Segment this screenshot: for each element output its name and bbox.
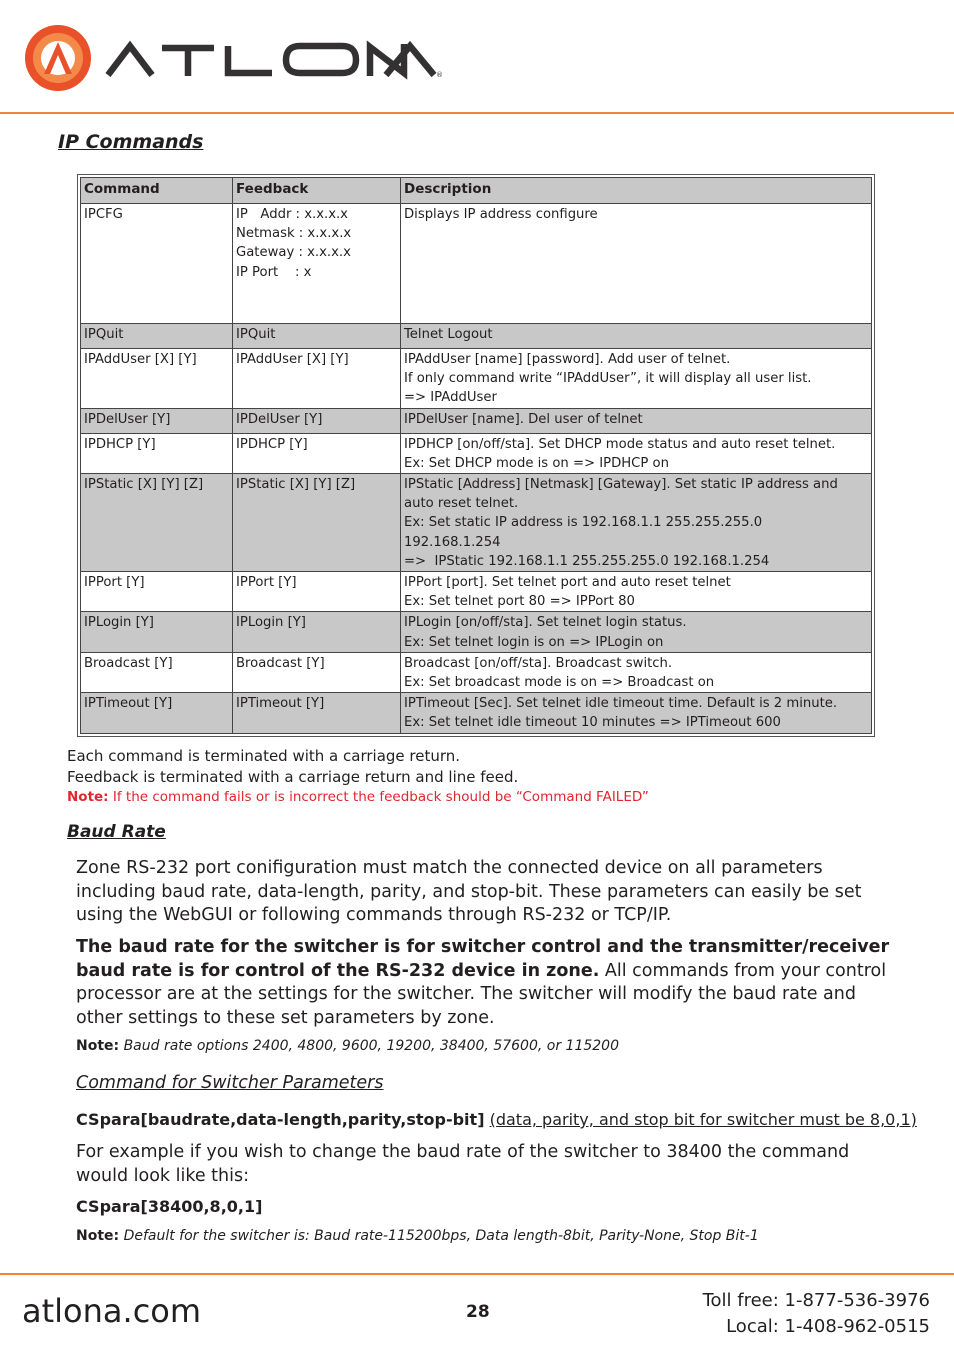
description-cell	[401, 433, 872, 473]
command-cell: IPCFG	[81, 204, 233, 324]
description-cell	[401, 474, 872, 572]
description-line: Displays IP address configure	[404, 207, 598, 222]
command-cell: IPStatic [X] [Y] [Z]	[81, 474, 233, 572]
description-cell	[401, 612, 872, 652]
header-feedback: Feedback	[233, 178, 401, 204]
cspara-command: CSpara[baudrate,data-length,parity,stop-bit]	[76, 1110, 485, 1129]
description-line: 192.168.1.254	[404, 534, 501, 550]
local-number: Local: 1-408-962-0515	[726, 1315, 930, 1337]
switcher-parameters-heading: Command for Switcher Parameters	[76, 1073, 384, 1093]
description-line: Ex: Set telnet login is on => IPLogin on	[404, 634, 664, 650]
feedback-line: IPPort [Y]	[236, 575, 297, 591]
description-line: IPDHCP [on/off/sta]. Set DHCP mode status and auto reset telnet.	[404, 436, 836, 452]
table-row	[81, 408, 872, 433]
description-line: IPDelUser [name]. Del user of telnet	[404, 411, 643, 427]
ip-commands-table	[77, 174, 875, 737]
description-cell	[401, 204, 872, 324]
description-line: Ex: Set DHCP mode is on => IPDHCP on	[404, 455, 669, 471]
section-title-baud-rate: Baud Rate	[67, 822, 166, 842]
cspara-syntax	[76, 1110, 917, 1129]
description-line: IPStatic [Address] [Netmask] [Gateway]. Set static IP address and	[404, 477, 838, 493]
table-row	[81, 474, 872, 572]
feedback-line: Netmask : x.x.x.x	[236, 226, 352, 242]
command-cell: IPDHCP [Y]	[81, 433, 233, 473]
header-rule	[0, 112, 954, 114]
header-command: Command	[81, 178, 233, 204]
cspara-hint: (data, parity, and stop bit for switcher must be 8,0,1)	[489, 1110, 917, 1129]
failure-note	[67, 787, 649, 808]
default-settings-note-label: Note:	[76, 1228, 120, 1244]
table-row	[81, 693, 872, 733]
description-line: auto reset telnet.	[404, 496, 519, 512]
feedback-line: IPTimeout [Y]	[236, 696, 325, 712]
table-row	[81, 349, 872, 409]
section-title-ip-commands: IP Commands	[58, 131, 204, 153]
baud-intro-paragraph: Zone RS-232 port conifiguration must match the connected device on all parameters including baud rate, data-length, parity, and stop-bit. These parameters can easily be set using the WebGUI or following commands through RS-232 or TCP/IP.	[76, 858, 862, 925]
toll-free-number: Toll free: 1-877-536-3976	[702, 1290, 930, 1311]
command-cell: IPLogin [Y]	[81, 612, 233, 652]
description-line: IPPort [port]. Set telnet port and auto reset telnet	[404, 575, 731, 591]
command-cell: IPQuit	[81, 324, 233, 349]
feedback-cell	[233, 324, 401, 349]
feedback-line: IPAddUser [X] [Y]	[236, 352, 349, 367]
table-row	[81, 612, 872, 652]
baud-options-note	[76, 1038, 619, 1054]
table-row	[81, 433, 872, 473]
feedback-line: IP Addr : x.x.x.x	[236, 207, 348, 222]
page-header	[0, 0, 954, 114]
description-line: => IPStatic 192.168.1.1 255.255.255.0 192.168.1.254	[404, 553, 770, 569]
feedback-cell	[233, 433, 401, 473]
description-line: IPTimeout [Sec]. Set telnet idle timeout time. Default is 2 minute.	[404, 696, 838, 712]
page-number: 28	[466, 1302, 490, 1322]
baud-control-rest: All commands from your control processor are at the settings for the switcher. The switcher will modify the baud rate and other settings to these set parameters by zone.	[76, 960, 887, 1028]
command-termination-text: Each command is terminated with a carriage return.	[67, 747, 461, 765]
feedback-cell	[233, 204, 401, 324]
feedback-cell	[233, 474, 401, 572]
footer-contact	[703, 1288, 930, 1339]
baud-control-bold: The baud rate for the switcher is for switcher control and the transmitter/receiver baud rate is for control of the RS-232 device in zone.	[76, 937, 890, 981]
feedback-cell	[233, 572, 401, 612]
description-line: Ex: Set telnet port 80 => IPPort 80	[404, 594, 635, 610]
baud-control-paragraph	[76, 936, 906, 1030]
description-line: Telnet Logout	[404, 327, 493, 342]
termination-notes	[67, 746, 649, 808]
registered-mark: ®	[436, 71, 443, 79]
description-line: If only command write “IPAddUser”, it will display all user list.	[404, 371, 812, 387]
failure-note-label: Note:	[67, 789, 109, 805]
feedback-cell	[233, 612, 401, 652]
command-cell: IPDelUser [Y]	[81, 408, 233, 433]
baud-options-note-label: Note:	[76, 1038, 120, 1054]
header-description: Description	[401, 178, 872, 204]
feedback-line: IPQuit	[236, 327, 276, 342]
feedback-line: IPStatic [X] [Y] [Z]	[236, 477, 356, 493]
default-settings-note-text: Default for the switcher is: Baud rate-115200bps, Data length-8bit, Parity-None, Stop Bit-1	[123, 1228, 759, 1244]
footer-rule	[0, 1273, 954, 1275]
example-paragraph: For example if you wish to change the baud rate of the switcher to 38400 the command would look like this:	[76, 1142, 850, 1186]
description-cell	[401, 652, 872, 692]
description-cell	[401, 572, 872, 612]
baud-options-note-text: Baud rate options 2400, 4800, 9600, 19200, 38400, 57600, or 115200	[123, 1038, 619, 1054]
feedback-line: IP Port : x	[236, 264, 312, 280]
feedback-cell	[233, 693, 401, 733]
feedback-line: IPDHCP [Y]	[236, 436, 308, 452]
description-line: Ex: Set telnet idle timeout 10 minutes => IPTimeout 600	[404, 715, 781, 731]
command-cell: IPTimeout [Y]	[81, 693, 233, 733]
command-cell: IPPort [Y]	[81, 572, 233, 612]
feedback-line: Gateway : x.x.x.x	[236, 245, 351, 261]
description-line: IPLogin [on/off/sta]. Set telnet login status.	[404, 615, 687, 631]
command-cell: Broadcast [Y]	[81, 652, 233, 692]
feedback-cell	[233, 652, 401, 692]
description-line: Ex: Set static IP address is 192.168.1.1 255.255.255.0	[404, 515, 763, 531]
description-cell	[401, 324, 872, 349]
default-settings-note	[76, 1228, 759, 1244]
feedback-line: IPDelUser [Y]	[236, 411, 323, 427]
table-row	[81, 572, 872, 612]
feedback-cell	[233, 408, 401, 433]
atlona-wordmark	[104, 40, 444, 80]
table-row	[81, 324, 872, 349]
table-header-row	[81, 178, 872, 204]
failure-note-text: If the command fails or is incorrect the feedback should be “Command FAILED”	[112, 789, 649, 805]
command-cell: IPAddUser [X] [Y]	[81, 349, 233, 409]
example-command: CSpara[38400,8,0,1]	[76, 1197, 263, 1216]
table-body	[81, 204, 872, 734]
description-cell	[401, 408, 872, 433]
table-row	[81, 652, 872, 692]
description-cell	[401, 693, 872, 733]
footer-website: atlona.com	[22, 1292, 202, 1330]
feedback-line: IPLogin [Y]	[236, 615, 306, 631]
feedback-line: Broadcast [Y]	[236, 655, 325, 671]
description-cell	[401, 349, 872, 409]
description-line: Broadcast [on/off/sta]. Broadcast switch.	[404, 655, 673, 671]
atlona-logo-icon	[24, 24, 92, 92]
description-line: IPAddUser [name] [password]. Add user of telnet.	[404, 352, 731, 367]
table-row	[81, 204, 872, 324]
feedback-cell	[233, 349, 401, 409]
description-line: => IPAddUser	[404, 390, 497, 406]
description-line: Ex: Set broadcast mode is on => Broadcast on	[404, 675, 715, 691]
feedback-termination-text: Feedback is terminated with a carriage return and line feed.	[67, 767, 519, 786]
